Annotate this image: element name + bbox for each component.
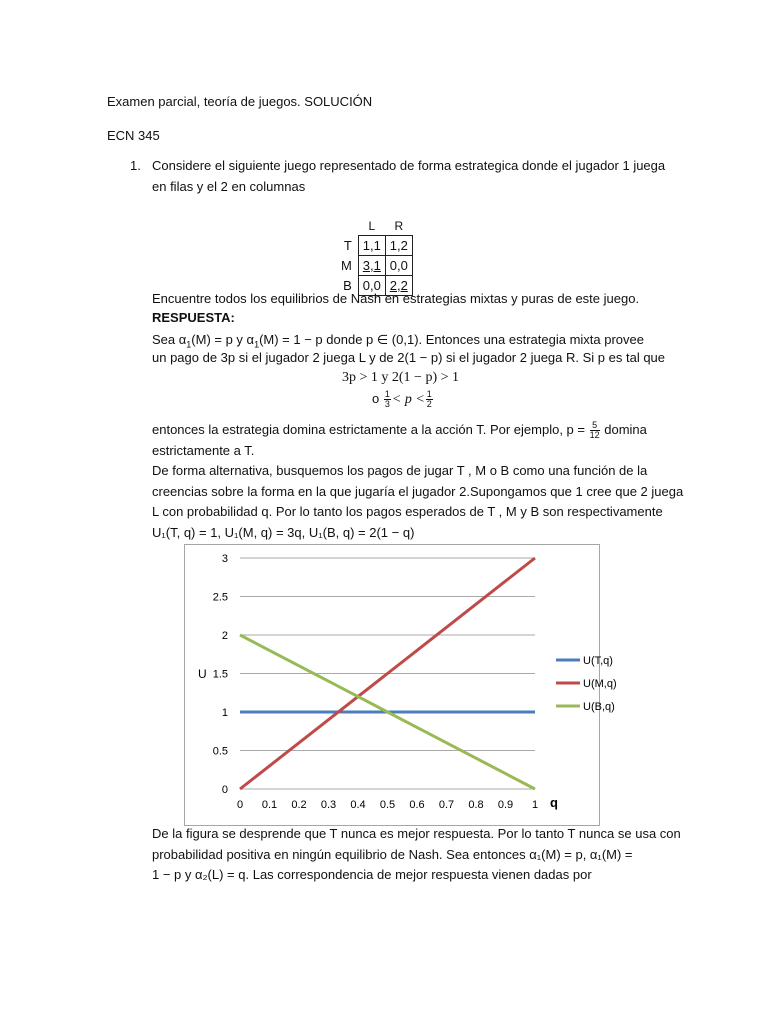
column-header-l: L <box>368 218 376 233</box>
alpha-subscript: 1 <box>186 339 192 350</box>
x-tick-label: 0.6 <box>409 799 425 811</box>
answer-line-10: probabilidad positiva en ningún equilibrio de Nash. Sea entonces α₁(M) = p, α₁(M) = <box>152 847 633 862</box>
x-tick-label: 0.7 <box>438 799 455 811</box>
y-tick-label: 1 <box>221 707 228 719</box>
column-header-r: R <box>394 218 404 233</box>
x-tick-label: 0.4 <box>350 799 366 811</box>
x-tick-label: 1 <box>531 799 539 811</box>
y-tick-label: 1.5 <box>212 668 228 681</box>
fraction-prefix: o <box>372 390 380 406</box>
legend-label: U(T,q) <box>583 655 613 667</box>
x-tick-label: 0.8 <box>468 799 484 811</box>
answer-line-5: De forma alternativa, busquemos los pagos de jugar T , M o B como una función de la <box>152 463 648 478</box>
fraction-one-third <box>384 390 391 409</box>
answer-line-8: U₁(T, q) = 1, U₁(M, q) = 3q, U₁(B, q) = 2(1 − q) <box>152 525 415 540</box>
answer-line-3 <box>152 421 647 440</box>
alpha-subscript: 1 <box>254 339 260 350</box>
frac-den: 12 <box>589 430 600 440</box>
payoff-chart <box>184 544 617 826</box>
answer-line-6: creencias sobre la forma en la que jugaría el jugador 2.Supongamos que 1 cree que 2 juega <box>152 484 684 499</box>
x-tick-label: 0.1 <box>261 799 278 811</box>
answer-line-4: estrictamente a T. <box>152 443 255 458</box>
answer-line-7: L con probabilidad q. Por lo tanto los pagos esperados de T , M y B son respectivamente <box>152 504 663 519</box>
cell-t-r <box>385 236 412 256</box>
cell-m-r: 0,0 <box>385 256 412 276</box>
frac-num: 1 <box>426 389 432 399</box>
x-axis-label: q <box>550 795 558 810</box>
cell-b-l: 0,0 <box>358 276 385 296</box>
question-line-1: Considere el siguiente juego representado de forma estrategica donde el jugador 1 juega <box>152 158 666 173</box>
inequality: 3p > 1 y 2(1 − p) > 1 <box>342 370 460 385</box>
x-tick-label: 0.9 <box>497 799 514 811</box>
y-tick-label: 0 <box>221 784 228 796</box>
answer-line-2: un pago de 3p si el jugador 2 juega L y de 2(1 − p) si el jugador 2 juega R. Si p es tal que <box>152 350 666 365</box>
y-tick-label: 0.5 <box>212 745 228 758</box>
fraction-five-twelfths <box>590 421 600 440</box>
respuesta-heading: RESPUESTA: <box>152 310 235 325</box>
cell-b-r: 2,2 <box>385 276 412 296</box>
x-tick-label: 0.3 <box>320 799 337 811</box>
payoff-matrix <box>338 216 413 296</box>
fraction-inequality: < p < <box>391 391 425 407</box>
answer-line-3b: domina <box>604 421 647 437</box>
answer-line-1a: Sea α <box>152 332 187 347</box>
cell-m-l: 3,1 <box>358 256 385 276</box>
answer-line-11: 1 − p y α₂(L) = q. Las correspondencia de mejor respuesta vienen dadas por <box>152 867 592 882</box>
legend-label: U(B,q) <box>583 701 615 713</box>
answer-line-1b: (M) = p y α <box>191 332 255 347</box>
fraction-range <box>372 390 434 409</box>
frac-num: 5 <box>590 421 600 431</box>
x-tick-label: 0 <box>236 799 244 811</box>
answer-line-9: De la figura se desprende que T nunca es mejor respuesta. Por lo tanto T nunca se usa con <box>152 826 681 841</box>
frac-den: 2 <box>426 399 432 409</box>
question-line-2: en filas y el 2 en columnas <box>152 179 306 194</box>
cell-t-l: 1,1 <box>358 236 385 256</box>
x-tick-label: 0.2 <box>291 799 307 811</box>
row-label-t: T <box>343 238 352 253</box>
y-tick-label: 2.5 <box>212 591 228 604</box>
y-tick-label: 3 <box>221 553 228 565</box>
question-number: 1. <box>130 158 141 173</box>
frac-den: 3 <box>384 399 390 409</box>
course-code: ECN 345 <box>107 128 160 143</box>
legend-label: U(M,q) <box>583 678 617 690</box>
document-title: Examen parcial, teoría de juegos. SOLUCIÓN <box>107 94 373 109</box>
row-label-b: B <box>343 278 352 293</box>
fraction-one-half <box>426 390 433 409</box>
cell-t-r-value: 1,2 <box>389 238 408 253</box>
y-tick-label: 2 <box>221 630 228 642</box>
prompt-text: Encuentre todos los equilibrios de Nash en estrategias mixtas y puras de este juego. <box>152 291 640 306</box>
frac-num: 1 <box>384 389 390 399</box>
row-label-m: M <box>341 258 352 273</box>
x-tick-label: 0.5 <box>379 799 396 811</box>
answer-line-3a: entonces la estrategia domina estrictamente a la acción T. Por ejemplo, p = <box>152 421 585 437</box>
y-axis-label: U <box>198 667 207 681</box>
answer-line-1c: (M) = 1 − p donde p ∈ (0,1). Entonces una estrategia mixta provee <box>259 332 644 347</box>
